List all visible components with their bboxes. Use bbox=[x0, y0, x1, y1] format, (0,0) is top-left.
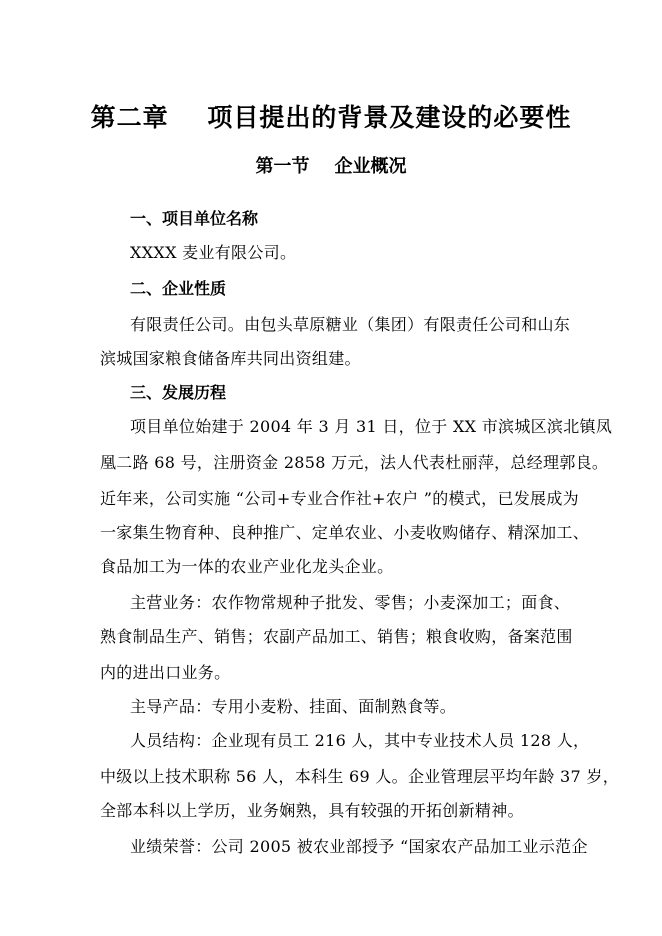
paragraph-line: 中级以上技术职称 56 人，本科生 69 人。企业管理层平均年龄 37 岁， bbox=[100, 767, 619, 786]
section-title: 第一节 企业概况 bbox=[255, 156, 407, 177]
paragraph-line: 滨城国家粮食储备库共同出资组建。 bbox=[100, 349, 361, 368]
paragraph-line: 食品加工为一体的农业产业化龙头企业。 bbox=[100, 557, 394, 576]
heading-development-history: 三、发展历程 bbox=[130, 383, 227, 402]
paragraph-line: 主营业务：农作物常规种子批发、零售；小麦深加工；面食、 bbox=[130, 593, 571, 612]
paragraph-line: 主导产品：专用小麦粉、挂面、面制熟食等。 bbox=[130, 697, 457, 716]
paragraph-line: 项目单位始建于 2004 年 3 月 31 日，位于 XX 市滨城区滨北镇凤 bbox=[130, 417, 613, 436]
heading-enterprise-nature: 二、企业性质 bbox=[130, 279, 227, 298]
chapter-title: 第二章 项目提出的背景及建设的必要性 bbox=[90, 103, 572, 132]
paragraph-line: 近年来，公司实施 “公司+专业合作社+农户 ”的模式，已发展成为 bbox=[100, 489, 579, 508]
company-name-line: XXXX 麦业有限公司。 bbox=[130, 243, 297, 262]
paragraph-line: 人员结构：企业现有员工 216 人，其中专业技术人员 128 人， bbox=[130, 731, 590, 750]
paragraph-line: 业绩荣誉：公司 2005 被农业部授予 “国家农产品加工业示范企 bbox=[130, 837, 588, 856]
paragraph-line: 全部本科以上学历，业务娴熟，具有较强的开拓创新精神。 bbox=[100, 801, 524, 820]
paragraph-line: 熟食制品生产、销售；农副产品加工、销售；粮食收购，备案范围 bbox=[100, 627, 573, 646]
paragraph-line: 凰二路 68 号，注册资金 2858 万元，法人代表杜丽萍，总经理郭良。 bbox=[100, 453, 609, 472]
heading-project-unit-name: 一、项目单位名称 bbox=[130, 209, 259, 228]
paragraph-line: 内的进出口业务。 bbox=[100, 663, 231, 682]
paragraph-line: 有限责任公司。由包头草原糖业（集团）有限责任公司和山东 bbox=[130, 315, 571, 334]
paragraph-line: 一家集生物育种、良种推广、定单农业、小麦收购储存、精深加工、 bbox=[100, 523, 590, 542]
